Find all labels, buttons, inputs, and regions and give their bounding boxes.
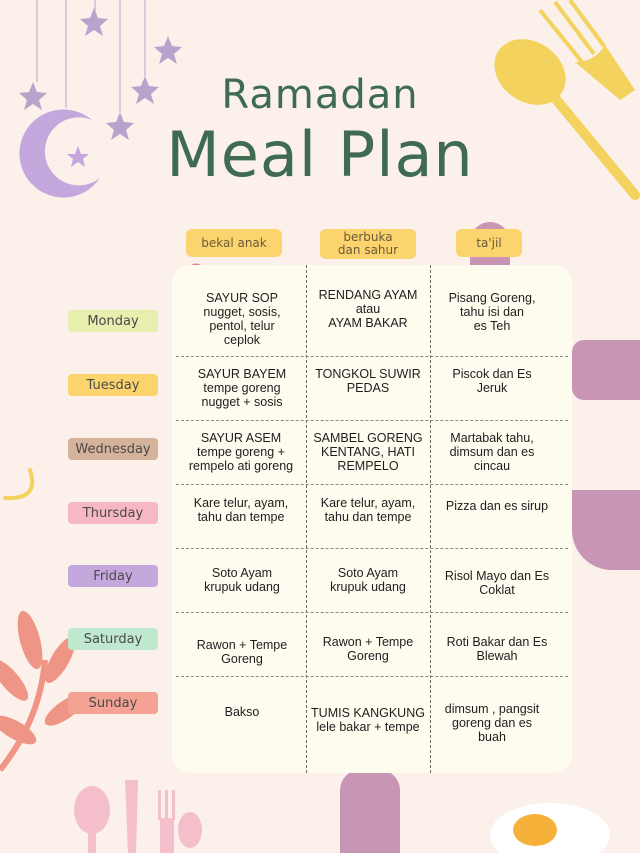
column-header-berbuka-sahur: berbuka dan sahur: [320, 229, 416, 259]
leaf-decoration: [0, 600, 90, 780]
row-divider: [176, 548, 568, 549]
row-divider: [176, 676, 568, 677]
meal-cell: Rawon + Tempe Goreng: [196, 638, 288, 666]
day-label-saturday: Saturday: [68, 628, 158, 650]
meal-cell: SAYUR SOP nugget, sosis, pentol, telur ceplok: [203, 291, 281, 347]
meal-cell: Kare telur, ayam, tahu dan tempe: [193, 496, 289, 524]
pink-shape-bottom: [340, 770, 400, 853]
pink-shape-right-lower: [572, 490, 640, 570]
day-label-friday: Friday: [68, 565, 158, 587]
star-icon: [80, 8, 108, 36]
meal-cell: Risol Mayo dan Es Coklat: [444, 569, 550, 597]
meal-cell: Pisang Goreng, tahu isi dan es Teh: [448, 291, 536, 333]
cutlery-decoration: [70, 770, 210, 853]
meal-cell: Martabak tahu, dimsum dan es cincau: [449, 431, 535, 473]
meal-cell: SAYUR BAYEM tempe goreng nugget + sosis: [197, 367, 287, 409]
egg-decoration: [480, 795, 640, 853]
meal-cell: TUMIS KANGKUNG lele bakar + tempe: [311, 706, 425, 734]
meal-cell: Pizza dan es sirup: [445, 499, 549, 513]
meal-cell: SAMBEL GORENG KENTANG, HATI REMPELO: [313, 431, 423, 473]
row-divider: [176, 356, 568, 357]
pink-shape-right: [572, 340, 640, 400]
meal-cell: Roti Bakar dan Es Blewah: [446, 635, 548, 663]
meal-cell: SAYUR ASEM tempe goreng + rempelo ati goreng: [188, 431, 294, 473]
meal-cell: Rawon + Tempe Goreng: [322, 635, 414, 663]
day-label-monday: Monday: [68, 310, 158, 332]
meal-cell: Kare telur, ayam, tahu dan tempe: [320, 496, 416, 524]
day-label-wednesday: Wednesday: [68, 438, 158, 460]
swirl-decoration: [0, 460, 40, 510]
column-header-bekal-anak: bekal anak: [186, 229, 282, 257]
meal-cell: TONGKOL SUWIR PEDAS: [315, 367, 421, 395]
star-icon: [154, 36, 182, 64]
day-label-sunday: Sunday: [68, 692, 158, 714]
column-header-tajil: ta'jil: [456, 229, 522, 257]
row-divider: [176, 420, 568, 421]
column-divider: [306, 265, 307, 773]
title-line2: Meal Plan: [166, 118, 474, 191]
meal-cell: RENDANG AYAM atau AYAM BAKAR: [318, 288, 418, 330]
row-divider: [176, 484, 568, 485]
column-divider: [430, 265, 431, 773]
meal-cell: Soto Ayam krupuk udang: [204, 566, 280, 594]
day-label-thursday: Thursday: [68, 502, 158, 524]
day-label-tuesday: Tuesday: [68, 374, 158, 396]
title-line1: Ramadan: [221, 72, 419, 118]
meal-cell: dimsum , pangsit goreng dan es buah: [444, 702, 540, 744]
meal-cell: Soto Ayam krupuk udang: [330, 566, 406, 594]
meal-cell: Piscok dan Es Jeruk: [452, 367, 532, 395]
meal-cell: Bakso: [224, 705, 260, 719]
row-divider: [176, 612, 568, 613]
